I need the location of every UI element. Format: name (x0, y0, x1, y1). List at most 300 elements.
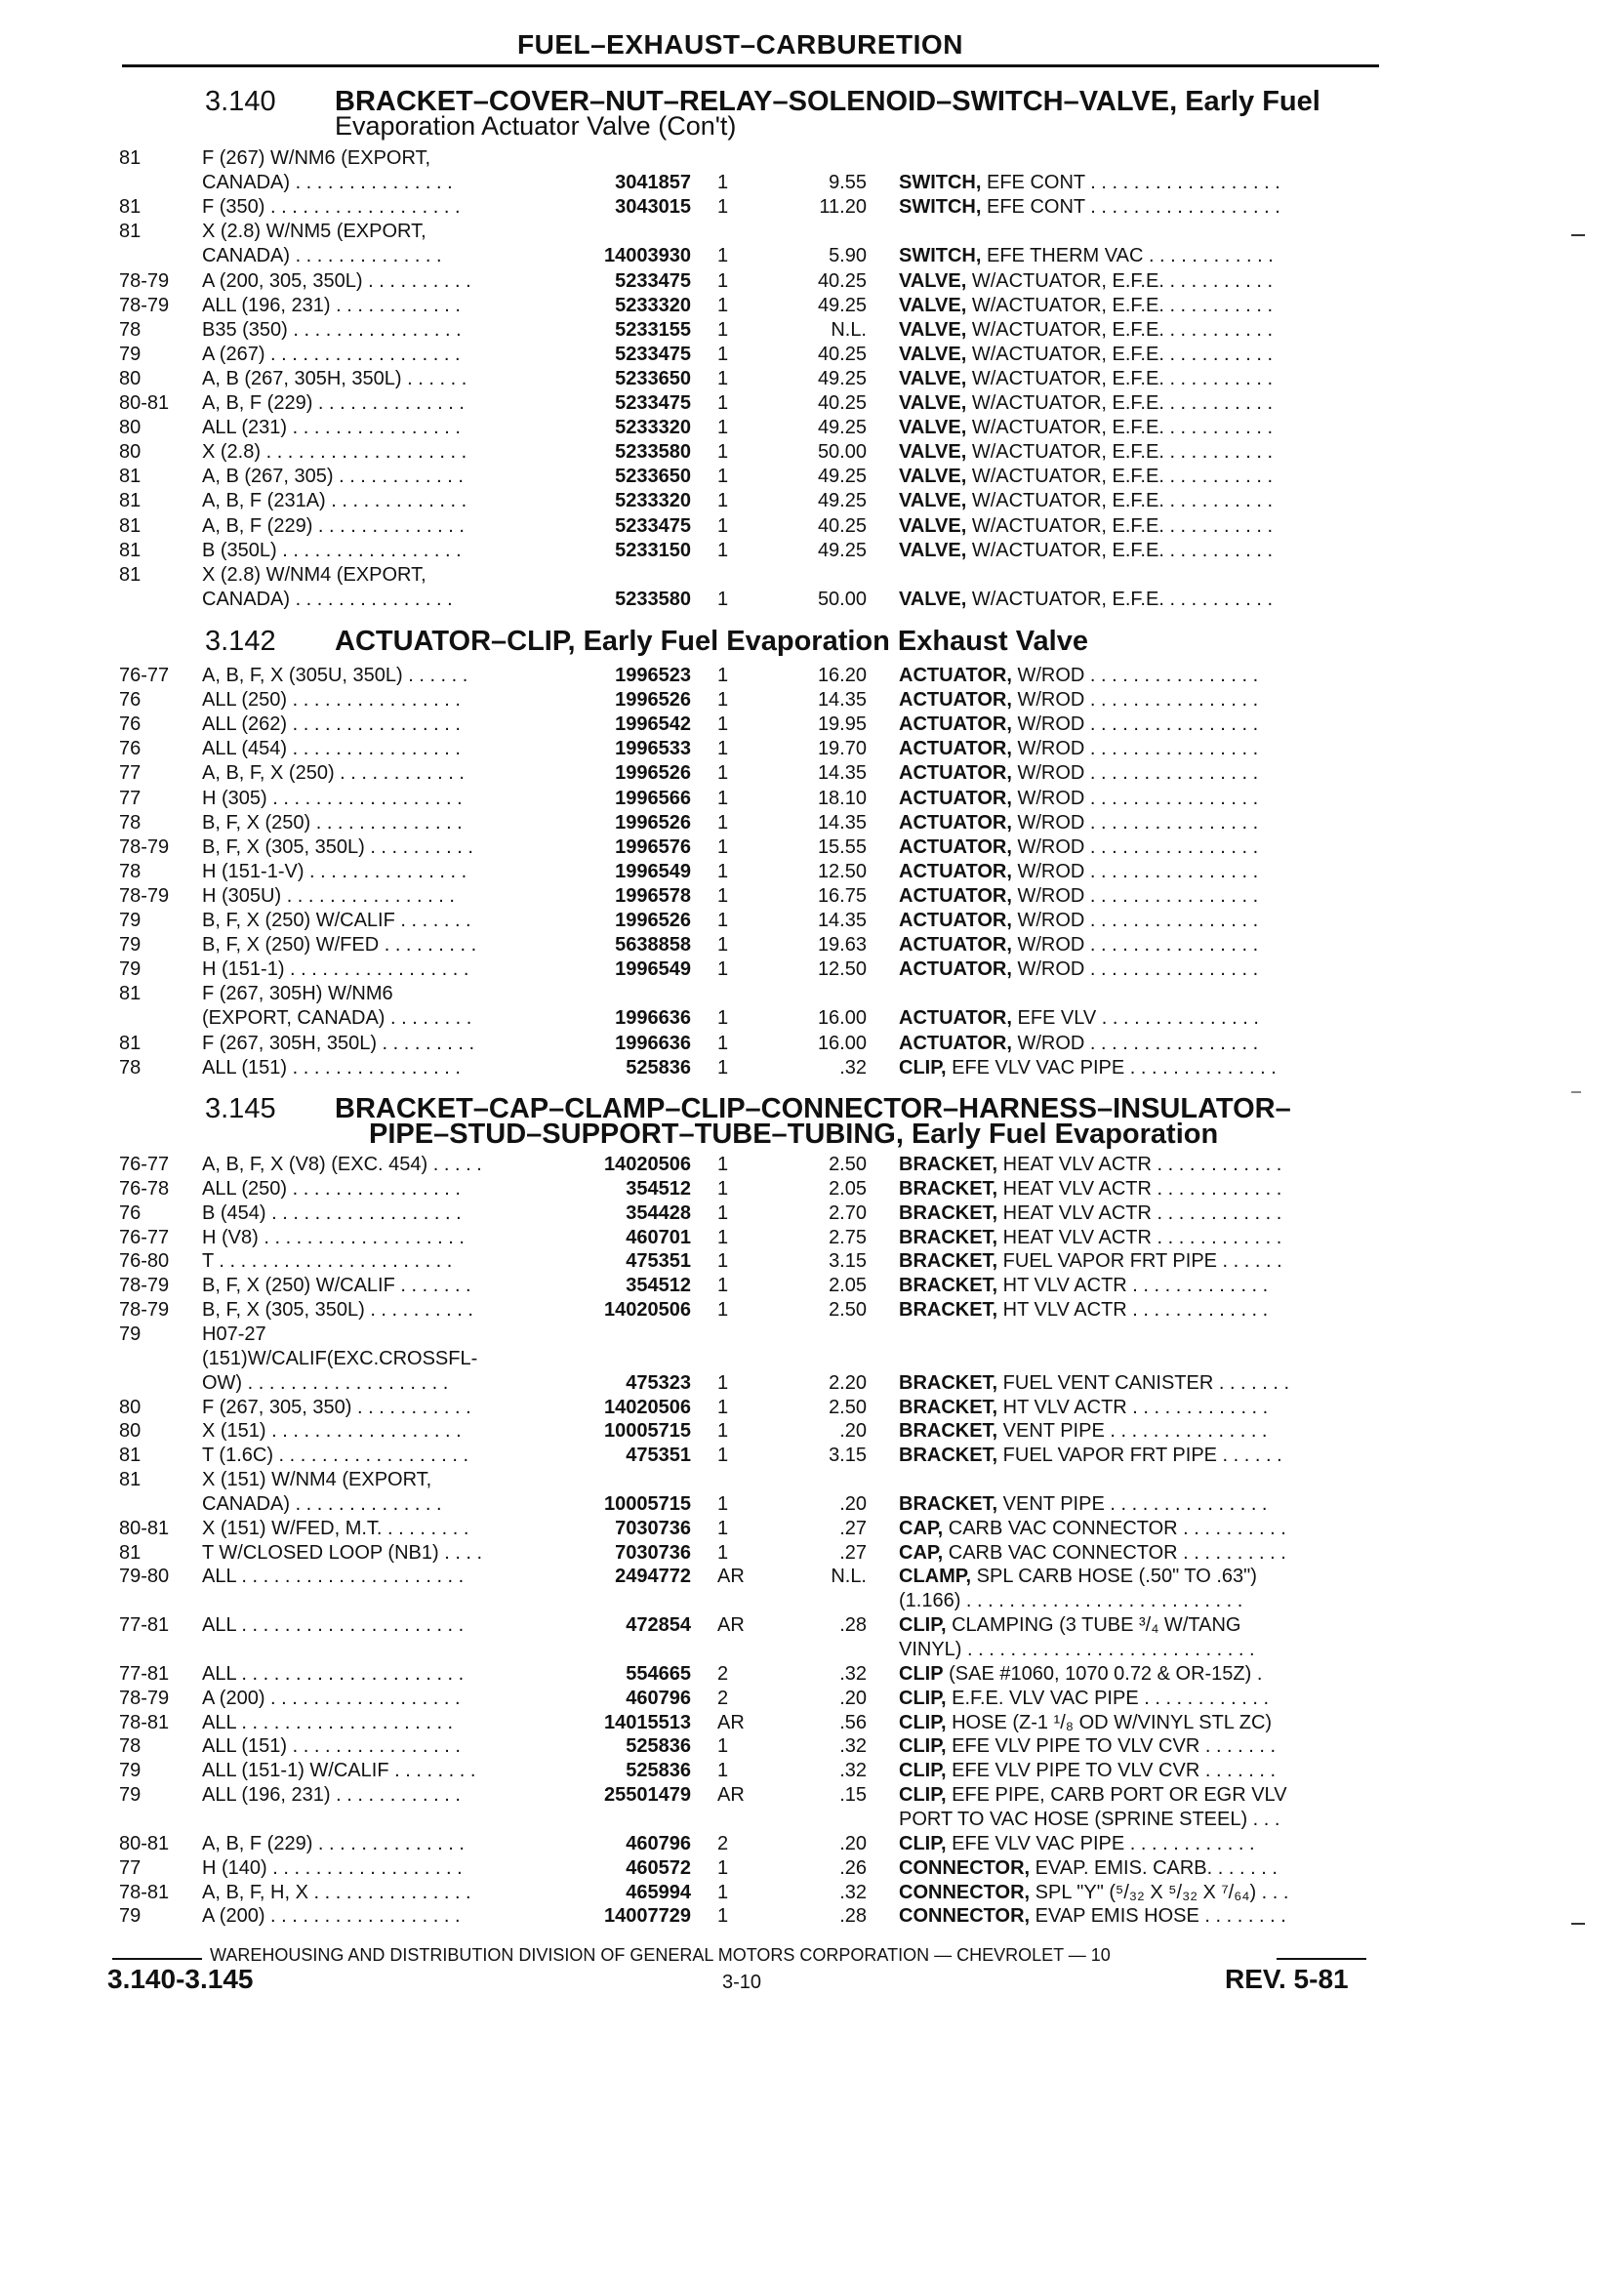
parts-row (0, 860, 1624, 884)
part-description (899, 688, 1377, 712)
description-keyword: ACTUATOR, (899, 885, 1012, 907)
parts-row (0, 440, 1624, 465)
description-keyword: CAP, (899, 1518, 944, 1539)
description-detail: W/ROD . . . . . . . . . . . . . . . . (1011, 836, 1259, 858)
parts-row (0, 1565, 1624, 1589)
description-detail: W/ACTUATOR, E.F.E. . . . . . . . . . . (966, 515, 1274, 537)
description-keyword: VALVE, (899, 344, 967, 365)
model-years: 76 (119, 713, 142, 735)
quantity: 1 (717, 1518, 729, 1539)
price: .15 (839, 1784, 867, 1806)
section-number: 3.140 (205, 86, 276, 117)
description-keyword: ACTUATOR, (899, 788, 1012, 809)
model-years: 80-81 (119, 392, 170, 414)
price: 2.05 (829, 1275, 867, 1296)
description-keyword: CLIP, (899, 1735, 947, 1757)
model-years: 81 (119, 147, 142, 169)
parts-row (0, 318, 1624, 343)
parts-row (0, 146, 1624, 171)
model-years: 78-79 (119, 270, 170, 292)
description-keyword: SWITCH, (899, 196, 982, 218)
parts-row (0, 787, 1624, 811)
price: 49.25 (817, 368, 867, 389)
model-years: 78-79 (119, 885, 170, 907)
model-years: 77 (119, 788, 142, 809)
quantity: 1 (717, 1397, 729, 1418)
part-description (899, 1711, 1377, 1735)
part-number: 354512 (626, 1178, 691, 1200)
description-keyword: BRACKET, (899, 1299, 998, 1321)
parts-row (0, 1032, 1624, 1056)
part-description (899, 712, 1377, 737)
quantity: 1 (717, 910, 729, 931)
description-keyword: CLIP (899, 1663, 944, 1685)
part-description (899, 761, 1377, 786)
description-detail: EFE THERM VAC . . . . . . . . . . . . (981, 245, 1274, 266)
part-description (899, 1006, 1377, 1031)
description-keyword: ACTUATOR, (899, 1033, 1012, 1054)
model-application: T W/CLOSED LOOP (NB1) . . . . (202, 1542, 483, 1564)
part-number: 14003930 (604, 245, 691, 266)
part-description (899, 1759, 1377, 1783)
quantity: 1 (717, 490, 729, 511)
parts-row (0, 1249, 1624, 1274)
model-application: ALL (250) . . . . . . . . . . . . . . . . (202, 689, 461, 711)
part-description (899, 884, 1377, 909)
description-keyword: CLIP, (899, 1833, 947, 1854)
parts-row (0, 465, 1624, 489)
quantity: 1 (717, 958, 729, 980)
description-detail: EFE CONT . . . . . . . . . . . . . . . . . . (981, 196, 1280, 218)
model-application: A, B, F, H, X . . . . . . . . . . . . . . . (202, 1882, 471, 1903)
part-number: 5233320 (615, 295, 691, 316)
description-detail: VENT PIPE . . . . . . . . . . . . . . . (997, 1420, 1268, 1442)
price: .32 (839, 1882, 867, 1903)
section-number: 3.142 (205, 626, 276, 657)
model-years: 78-79 (119, 295, 170, 316)
description-detail: W/ACTUATOR, E.F.E. . . . . . . . . . . (966, 540, 1274, 561)
model-years: 77-81 (119, 1663, 170, 1685)
description-detail: EFE CONT . . . . . . . . . . . . . . . . . . (981, 172, 1280, 193)
part-description (899, 933, 1377, 957)
part-number: 525836 (626, 1760, 691, 1781)
part-description (899, 244, 1377, 268)
price: 12.50 (817, 958, 867, 980)
part-description (899, 1298, 1377, 1323)
part-description (899, 489, 1377, 513)
parts-row (0, 835, 1624, 860)
part-description (899, 1177, 1377, 1201)
quantity: 1 (717, 1033, 729, 1054)
description-keyword: ACTUATOR, (899, 958, 1012, 980)
description-keyword: CLAMP, (899, 1566, 972, 1587)
part-number: 460796 (626, 1688, 691, 1709)
model-application: (151)W/CALIF(EXC.CROSSFL- (202, 1348, 478, 1369)
description-detail: W/ROD . . . . . . . . . . . . . . . . (1011, 762, 1259, 784)
model-years: 80 (119, 368, 142, 389)
part-description (899, 1565, 1377, 1589)
part-number: 2494772 (615, 1566, 691, 1587)
quantity: 1 (717, 1227, 729, 1248)
parts-row (0, 1541, 1624, 1566)
description-detail: E.F.E. VLV VAC PIPE . . . . . . . . . . . . (946, 1688, 1270, 1709)
part-description (899, 1783, 1377, 1808)
model-application: H (V8) . . . . . . . . . . . . . . . . . . . (202, 1227, 465, 1248)
model-years: 77 (119, 1857, 142, 1879)
part-description (899, 1638, 1377, 1662)
description-keyword: ACTUATOR, (899, 812, 1012, 834)
description-keyword: CONNECTOR, (899, 1857, 1031, 1879)
section-title: BRACKET–COVER–NUT–RELAY–SOLENOID–SWITCH–VALVE, Early Fuel (335, 86, 1320, 117)
model-application: F (267, 305H, 350L) . . . . . . . . . (202, 1033, 475, 1054)
quantity: 1 (717, 589, 729, 610)
quantity: AR (717, 1614, 745, 1636)
part-number: 14015513 (604, 1712, 691, 1733)
price: .27 (839, 1542, 867, 1564)
description-detail: W/ACTUATOR, E.F.E. . . . . . . . . . . (966, 466, 1274, 487)
model-application: ALL (151) . . . . . . . . . . . . . . . . (202, 1735, 461, 1757)
description-detail: W/ACTUATOR, E.F.E. . . . . . . . . . . (966, 441, 1274, 463)
part-number: 5233650 (615, 466, 691, 487)
price: 12.50 (817, 861, 867, 882)
model-application: F (267, 305, 350) . . . . . . . . . . . (202, 1397, 471, 1418)
part-number: 25501479 (604, 1784, 691, 1806)
description-detail: EFE VLV PIPE TO VLV CVR . . . . . . . (946, 1735, 1277, 1757)
quantity: 1 (717, 1420, 729, 1442)
footer-division-line: WAREHOUSING AND DISTRIBUTION DIVISION OF GENERAL MOTORS CORPORATION — CHEVROLET — 10 (210, 1945, 1111, 1965)
footer-revision: REV. 5-81 (1225, 1964, 1349, 1994)
part-description (899, 171, 1377, 195)
description-keyword: VALVE, (899, 589, 967, 610)
model-years: 79 (119, 1760, 142, 1781)
description-keyword: BRACKET, (899, 1250, 998, 1272)
description-detail: PORT TO VAC HOSE (SPRINE STEEL) . . . (899, 1809, 1280, 1830)
quantity: 1 (717, 1857, 729, 1879)
section-number: 3.145 (205, 1093, 276, 1124)
price: 15.55 (817, 836, 867, 858)
price: 11.20 (819, 196, 867, 218)
model-application: B, F, X (250) W/CALIF . . . . . . . (202, 910, 471, 931)
model-application: A (267) . . . . . . . . . . . . . . . . . . (202, 344, 461, 365)
model-years: 81 (119, 1445, 142, 1466)
price: 40.25 (817, 270, 867, 292)
quantity: 1 (717, 270, 729, 292)
quantity: 1 (717, 1202, 729, 1224)
part-description (899, 1492, 1377, 1517)
model-years: 80-81 (119, 1518, 170, 1539)
model-years: 78 (119, 812, 142, 834)
price: 3.15 (829, 1250, 867, 1272)
quantity: 1 (717, 1735, 729, 1757)
parts-row (0, 884, 1624, 909)
parts-row (0, 1904, 1624, 1929)
parts-row (0, 761, 1624, 786)
page-header-title: FUEL–EXHAUST–CARBURETION (517, 29, 963, 60)
parts-row (0, 1808, 1624, 1832)
description-detail: W/ROD . . . . . . . . . . . . . . . . (1011, 861, 1259, 882)
model-application: T . . . . . . . . . . . . . . . . . . . . . . (202, 1250, 453, 1272)
part-description (899, 294, 1377, 318)
quantity: 1 (717, 466, 729, 487)
description-detail: HEAT VLV ACTR . . . . . . . . . . . . (997, 1227, 1282, 1248)
description-keyword: BRACKET, (899, 1493, 998, 1515)
model-years: 76-80 (119, 1250, 170, 1272)
parts-row (0, 1711, 1624, 1735)
model-application: ALL (196, 231) . . . . . . . . . . . . (202, 295, 461, 316)
part-number: 7030736 (615, 1518, 691, 1539)
quantity: 1 (717, 172, 729, 193)
part-number: 1996566 (615, 788, 691, 809)
price: .32 (839, 1735, 867, 1757)
model-application: X (151) . . . . . . . . . . . . . . . . . . (202, 1420, 462, 1442)
model-years: 79 (119, 344, 142, 365)
description-detail: CARB VAC CONNECTOR . . . . . . . . . . (943, 1518, 1286, 1539)
description-detail: FUEL VAPOR FRT PIPE . . . . . . (997, 1250, 1282, 1272)
description-keyword: BRACKET, (899, 1275, 998, 1296)
quantity: 1 (717, 540, 729, 561)
parts-row (0, 1274, 1624, 1298)
model-application: A (200, 305, 350L) . . . . . . . . . . (202, 270, 471, 292)
price: N.L. (831, 1566, 867, 1587)
parts-row (0, 294, 1624, 318)
model-years: 76-78 (119, 1178, 170, 1200)
description-keyword: ACTUATOR, (899, 738, 1012, 759)
description-keyword: CLIP, (899, 1057, 947, 1079)
price: 2.50 (829, 1154, 867, 1175)
parts-row (0, 1396, 1624, 1420)
part-description (899, 1904, 1377, 1929)
model-application: B, F, X (250) W/FED . . . . . . . . . (202, 934, 477, 956)
description-detail: W/ROD . . . . . . . . . . . . . . . . (1011, 713, 1259, 735)
part-description (899, 1687, 1377, 1711)
parts-row (0, 1468, 1624, 1492)
model-years: 81 (119, 196, 142, 218)
part-description (899, 1541, 1377, 1566)
part-number: 5233580 (615, 441, 691, 463)
quantity: 1 (717, 934, 729, 956)
part-number: 10005715 (604, 1420, 691, 1442)
section-title-continued: PIPE–STUD–SUPPORT–TUBE–TUBING, Early Fuel Evaporation (369, 1119, 1219, 1150)
model-application: A, B (267, 305H, 350L) . . . . . . (202, 368, 467, 389)
parts-row (0, 1687, 1624, 1711)
quantity: 1 (717, 885, 729, 907)
model-years: 81 (119, 1469, 142, 1490)
description-detail: CLAMPING (3 TUBE ³/₄ W/TANG (946, 1614, 1241, 1636)
price: 40.25 (817, 392, 867, 414)
part-description (899, 318, 1377, 343)
quantity: 1 (717, 319, 729, 341)
model-years: 81 (119, 1033, 142, 1054)
description-detail: FUEL VENT CANISTER . . . . . . . (997, 1372, 1290, 1394)
model-application: ALL (262) . . . . . . . . . . . . . . . . (202, 713, 461, 735)
quantity: 1 (717, 1372, 729, 1394)
description-detail: EFE VLV . . . . . . . . . . . . . . . (1011, 1007, 1259, 1029)
part-number: 1996523 (615, 665, 691, 686)
description-keyword: ACTUATOR, (899, 713, 1012, 735)
model-application: ALL . . . . . . . . . . . . . . . . . . . . (202, 1712, 454, 1733)
parts-row (0, 489, 1624, 513)
parts-row (0, 269, 1624, 294)
parts-row (0, 1444, 1624, 1468)
part-description (899, 1856, 1377, 1881)
model-application: B35 (350) . . . . . . . . . . . . . . . . (202, 319, 462, 341)
price: N.L. (831, 319, 867, 341)
quantity: 1 (717, 245, 729, 266)
description-detail: W/ROD . . . . . . . . . . . . . . . . (1011, 788, 1259, 809)
parts-row (0, 1589, 1624, 1613)
parts-row (0, 539, 1624, 563)
model-application: A, B, F (231A) . . . . . . . . . . . . . (202, 490, 467, 511)
part-number: 354512 (626, 1275, 691, 1296)
part-number: 1996533 (615, 738, 691, 759)
parts-row (0, 1881, 1624, 1905)
price: .32 (839, 1760, 867, 1781)
price: 16.75 (817, 885, 867, 907)
price: 19.63 (817, 934, 867, 956)
model-years: 81 (119, 515, 142, 537)
part-number: 14020506 (604, 1397, 691, 1418)
parts-row (0, 1734, 1624, 1759)
model-years: 78-81 (119, 1882, 170, 1903)
parts-row (0, 1517, 1624, 1541)
model-years: 79 (119, 934, 142, 956)
footer-page-number: 3-10 (722, 1972, 762, 1993)
model-application: A, B, F, X (250) . . . . . . . . . . . . (202, 762, 465, 784)
price: 49.25 (817, 466, 867, 487)
parts-row (0, 1783, 1624, 1808)
model-application: F (267) W/NM6 (EXPORT, (202, 147, 431, 169)
quantity: 1 (717, 417, 729, 438)
part-number: 554665 (626, 1663, 691, 1685)
part-description (899, 465, 1377, 489)
description-detail: W/ROD . . . . . . . . . . . . . . . . (1011, 885, 1259, 907)
description-keyword: CLIP, (899, 1760, 947, 1781)
model-years: 78-79 (119, 836, 170, 858)
part-number: 1996636 (615, 1033, 691, 1054)
description-detail: (SAE #1060, 1070 0.72 & OR-15Z) . (943, 1663, 1263, 1685)
quantity: 1 (717, 665, 729, 686)
part-number: 525836 (626, 1735, 691, 1757)
description-keyword: CONNECTOR, (899, 1905, 1031, 1927)
description-detail: CARB VAC CONNECTOR . . . . . . . . . . (943, 1542, 1286, 1564)
price: 50.00 (817, 441, 867, 463)
model-years: 76 (119, 1202, 142, 1224)
part-description (899, 811, 1377, 835)
model-application: H (305U) . . . . . . . . . . . . . . . . (202, 885, 455, 907)
price: .20 (839, 1420, 867, 1442)
model-application: OW) . . . . . . . . . . . . . . . . . . . (202, 1372, 449, 1394)
description-detail: W/ROD . . . . . . . . . . . . . . . . (1011, 958, 1259, 980)
model-years: 78-79 (119, 1688, 170, 1709)
description-detail: W/ACTUATOR, E.F.E. . . . . . . . . . . (966, 344, 1274, 365)
parts-row (0, 1323, 1624, 1347)
description-keyword: SWITCH, (899, 172, 982, 193)
price: .27 (839, 1518, 867, 1539)
model-application: A, B, F, X (305U, 350L) . . . . . . (202, 665, 468, 686)
quantity: 1 (717, 1275, 729, 1296)
parts-row (0, 1006, 1624, 1031)
price: 2.70 (829, 1202, 867, 1224)
model-years: 79-80 (119, 1566, 170, 1587)
price: .20 (839, 1688, 867, 1709)
price: 9.55 (829, 172, 867, 193)
model-years: 76-77 (119, 1154, 170, 1175)
quantity: 2 (717, 1688, 729, 1709)
description-keyword: VALVE, (899, 540, 967, 561)
part-number: 5233150 (615, 540, 691, 561)
description-detail: W/ACTUATOR, E.F.E. . . . . . . . . . . (966, 589, 1274, 610)
description-detail: HT VLV ACTR . . . . . . . . . . . . . (997, 1299, 1269, 1321)
part-number: 5233475 (615, 270, 691, 292)
model-years: 78 (119, 319, 142, 341)
description-detail: SPL CARB HOSE (.50" TO .63") (971, 1566, 1257, 1587)
model-application: A, B, F (229) . . . . . . . . . . . . . . (202, 392, 465, 414)
description-keyword: VALVE, (899, 392, 967, 414)
footer-rule-left (112, 1958, 202, 1960)
description-detail: EFE PIPE, CARB PORT OR EGR VLV (946, 1784, 1287, 1806)
part-description (899, 1662, 1377, 1687)
parts-row (0, 244, 1624, 268)
part-description (899, 588, 1377, 612)
description-detail: VENT PIPE . . . . . . . . . . . . . . . (997, 1493, 1268, 1515)
quantity: 1 (717, 515, 729, 537)
description-keyword: ACTUATOR, (899, 665, 1012, 686)
price: 2.20 (829, 1372, 867, 1394)
part-description (899, 343, 1377, 367)
parts-row (0, 712, 1624, 737)
part-description (899, 1032, 1377, 1056)
description-keyword: BRACKET, (899, 1227, 998, 1248)
model-application: X (2.8) . . . . . . . . . . . . . . . . . . . (202, 441, 467, 463)
price: .28 (839, 1905, 867, 1927)
parts-row (0, 1662, 1624, 1687)
model-years: 81 (119, 1542, 142, 1564)
part-number: 1996542 (615, 713, 691, 735)
parts-row (0, 1298, 1624, 1323)
model-years: 78 (119, 1735, 142, 1757)
part-description (899, 440, 1377, 465)
parts-row (0, 1201, 1624, 1226)
part-number: 465994 (626, 1882, 691, 1903)
model-application: B (454) . . . . . . . . . . . . . . . . . . (202, 1202, 462, 1224)
parts-row (0, 563, 1624, 588)
parts-row (0, 391, 1624, 416)
model-application: B, F, X (250) . . . . . . . . . . . . . . (202, 812, 463, 834)
description-keyword: ACTUATOR, (899, 762, 1012, 784)
quantity: AR (717, 1784, 745, 1806)
parts-row (0, 1638, 1624, 1662)
part-number: 1996526 (615, 689, 691, 711)
model-years: 81 (119, 221, 142, 242)
quantity: 1 (717, 392, 729, 414)
quantity: 1 (717, 788, 729, 809)
parts-row (0, 1347, 1624, 1371)
quantity: 1 (717, 1299, 729, 1321)
model-years: 80 (119, 1397, 142, 1418)
model-years: 78-79 (119, 1299, 170, 1321)
price: 2.05 (829, 1178, 867, 1200)
part-description (899, 1832, 1377, 1856)
model-years: 80 (119, 1420, 142, 1442)
price: .28 (839, 1614, 867, 1636)
parts-row (0, 811, 1624, 835)
description-detail: EFE VLV VAC PIPE . . . . . . . . . . . . . . (946, 1057, 1277, 1079)
model-years: 81 (119, 466, 142, 487)
price: 14.35 (817, 762, 867, 784)
model-application: F (350) . . . . . . . . . . . . . . . . . . (202, 196, 461, 218)
section-title-continued: Evaporation Actuator Valve (Con't) (335, 111, 737, 141)
parts-row (0, 1492, 1624, 1517)
